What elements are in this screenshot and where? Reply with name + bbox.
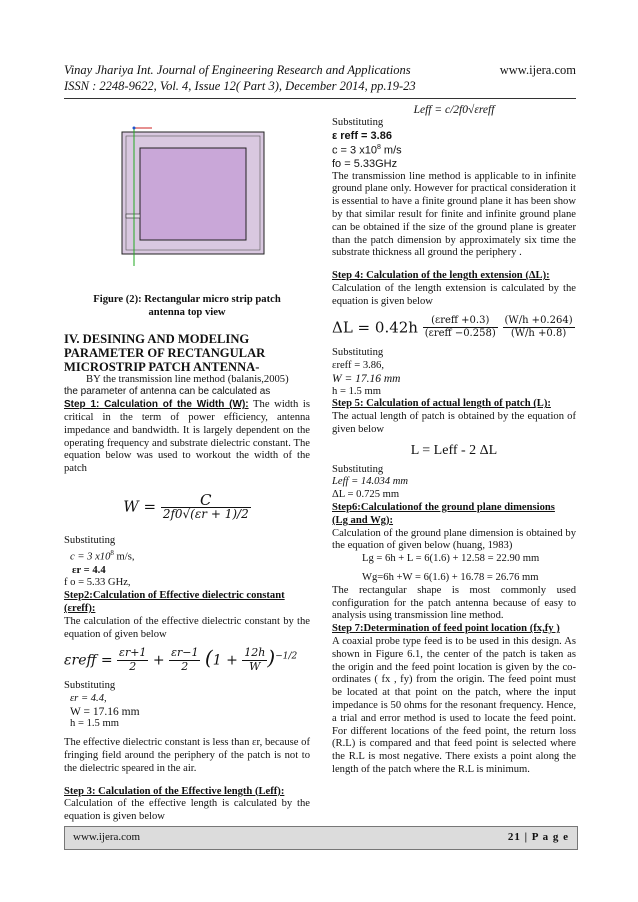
feed-line [126,214,140,218]
w-value-r: W = 17.16 mm [332,372,401,385]
step1-title: Step 1: Calculation of the Width (W): [64,399,249,411]
fo-value-r: fo = 5.33GHz [332,157,398,170]
right-column [332,100,576,777]
para-ground-plane: The transmission line method is applicable to in infinite ground plane only. However for practical consideration it is essential to have a finite ground plane it has been show by that similar result for finite and infinite ground plane can be obtained if the size of the ground plane is greater than the patch dimension by approximately six time the substrate thickness all ground the periphery . [332,170,576,259]
subst-label-r2: Substituting [332,347,384,359]
lg-equation: Lg = 6h + L = 6(1.6) + 12.58 = 22.90 mm [362,553,540,565]
rect-text: The rectangular shape is most commonly used configuration for the patch antenna because of easy to analysis using transmission line method. [332,584,576,622]
section-title-1: IV. DESINING AND MODELING [64,331,250,346]
step5-text: The actual length of patch is obtained by the equation of given below [332,411,576,435]
header-rule [64,98,576,99]
header-site: www.ijera.com [499,63,576,77]
step7-title: Step 7:Determination of feed point location (fx,fy ) [332,623,560,635]
dl-value: ΔL = 0.725 mm [332,489,400,501]
left-column [64,100,310,824]
figure-caption-2: antenna top view [148,306,226,318]
footer-site: www.ijera.com [73,831,141,843]
eq-width-den: 2f0√(εr + 1)/2 [162,506,249,521]
c-value-r: c = 3 $x10^8$ m/s [332,144,402,158]
figure-caption-1: Figure (2): Rectangular micro strip patch [93,294,281,305]
step2-title: Step2:Calculation of Effective dielectric constant [64,590,285,602]
step6-sub: (Lg and Wg): [332,514,394,526]
step2-sub: (εreff): [64,603,96,615]
section-title-3: MICROSTRIP PATCH ANTENNA- [64,359,260,374]
step6-title: Step6:Calculationof the ground plane dimensions [332,501,555,513]
subst-label-r1: Substituting [332,116,384,128]
step3-title: Step 3: Calculation of the Effective length (Leff): [64,785,285,797]
step4-title: Step 4: Calculation of the length extension (ΔL): [332,270,550,282]
antenna-figure [64,106,310,284]
eq-width [64,490,310,521]
issn-line: ISSN : 2248-9622, Vol. 4, Issue 12( Part 3), December 2014, pp.19-23 [64,79,416,93]
w2-value: W = 17.16 mm [70,705,140,718]
step1-paragraph [64,399,310,476]
subst-label-r3: Substituting [332,463,384,475]
eq-l: L = Leff - 2 ΔL [410,442,498,458]
ereff2-value: εreff = 3.86, [332,360,385,371]
eq-reff: εreff = $\frac{\varepsilon r+1}{2}$ + $\frac{\varepsilon r-1}{2}$ (1 + $\frac{12h}{W}$ )$^{-1/2}$ [64,645,298,674]
patch [140,148,246,240]
subst-label-1: Substituting [64,534,116,546]
intro-line-2: the parameter of antenna can be calculated as [64,386,271,398]
wg-equation: Wg=6h +W = 6(1.6) + 16.78 = 26.76 mm [362,571,539,583]
step6-text: Calculation of the ground plane dimension is obtained by the equation of given below (huang, 1983) [332,527,576,552]
subst-label-2: Substituting [64,680,116,692]
step4-text: Calculation of the length extension is calculated by the equation is given below [332,283,576,307]
step2-text: The calculation of the effective dielectric constant by the equation of given below [64,615,310,640]
section-title-2: PARAMETER OF RECTANGULAR [64,345,266,360]
eq-leff: Leff = c/2f0√εreff [413,104,495,116]
step7-text: A coaxial probe type feed is to be used in this design. As shown in Figure 6.1, the center of the patch is taken as the origin and the feed point location is given by the co-ordinates ( fx , fy) from the origin. The feed point must be located at that point on the patch, where the input impedance is 50 ohms for the resonant frequency. Hence, a trial and error method is used to locate the feed point. For different locations of the feed point, the return loss (R.L) is compared and that feed point is selected where the R.L is most negative. There exists a point along the length of the patch where the R.L is minimum. [332,635,576,775]
eff-text: The effective dielectric constant is less than εr, because of fringing field around the periphery of the patch is not to the dielectric speared in the air. [64,737,310,774]
ereff-value: ε reff = 3.86 [332,129,392,142]
leff-value: Leff = 14.034 mm [332,476,409,488]
step3-text: Calculation of the effective length is calculated by the equation is given below [64,798,310,823]
eq-delta-l: ΔL = 0.42h $\frac{\text{(εreff +0.3)}}{\text{(εreff −0.258)}}$ $\frac{(W/h +0.264)}{(W/h +0.8)}$ [332,314,573,340]
fo-value: f o = 5.33 GHz, [64,577,131,589]
page-number: 21 | P a g e [507,831,569,843]
page-footer [64,826,578,850]
er2-value: εr = 4.4, [70,692,107,704]
h2-value: h = 1.5 mm [70,718,119,730]
intro-line-1: BY the transmission line method (balanis,2005) [86,373,289,385]
journal-line: Vinay Jhariya Int. Journal of Engineering Research and Applications [64,63,411,77]
eq-width-num: C [161,494,251,508]
er-value: εr = 4.4 [72,564,106,576]
step5-title: Step 5: Calculation of actual length of patch (L): [332,398,551,410]
step1-text: The width is critical in the term of power efficiency, antenna impedance and bandwidth. It is largely dependent on the operating frequency and substrate dielectric constant. The equation below was used to workout the width of the patch [64,399,310,475]
c-value: c = 3 $x10^8$ m/s, [70,549,135,563]
running-header [64,62,576,94]
eq-width-lhs: W = [123,497,157,516]
h-value-r: h = 1.5 mm [332,385,381,397]
origin-marker [133,127,136,130]
